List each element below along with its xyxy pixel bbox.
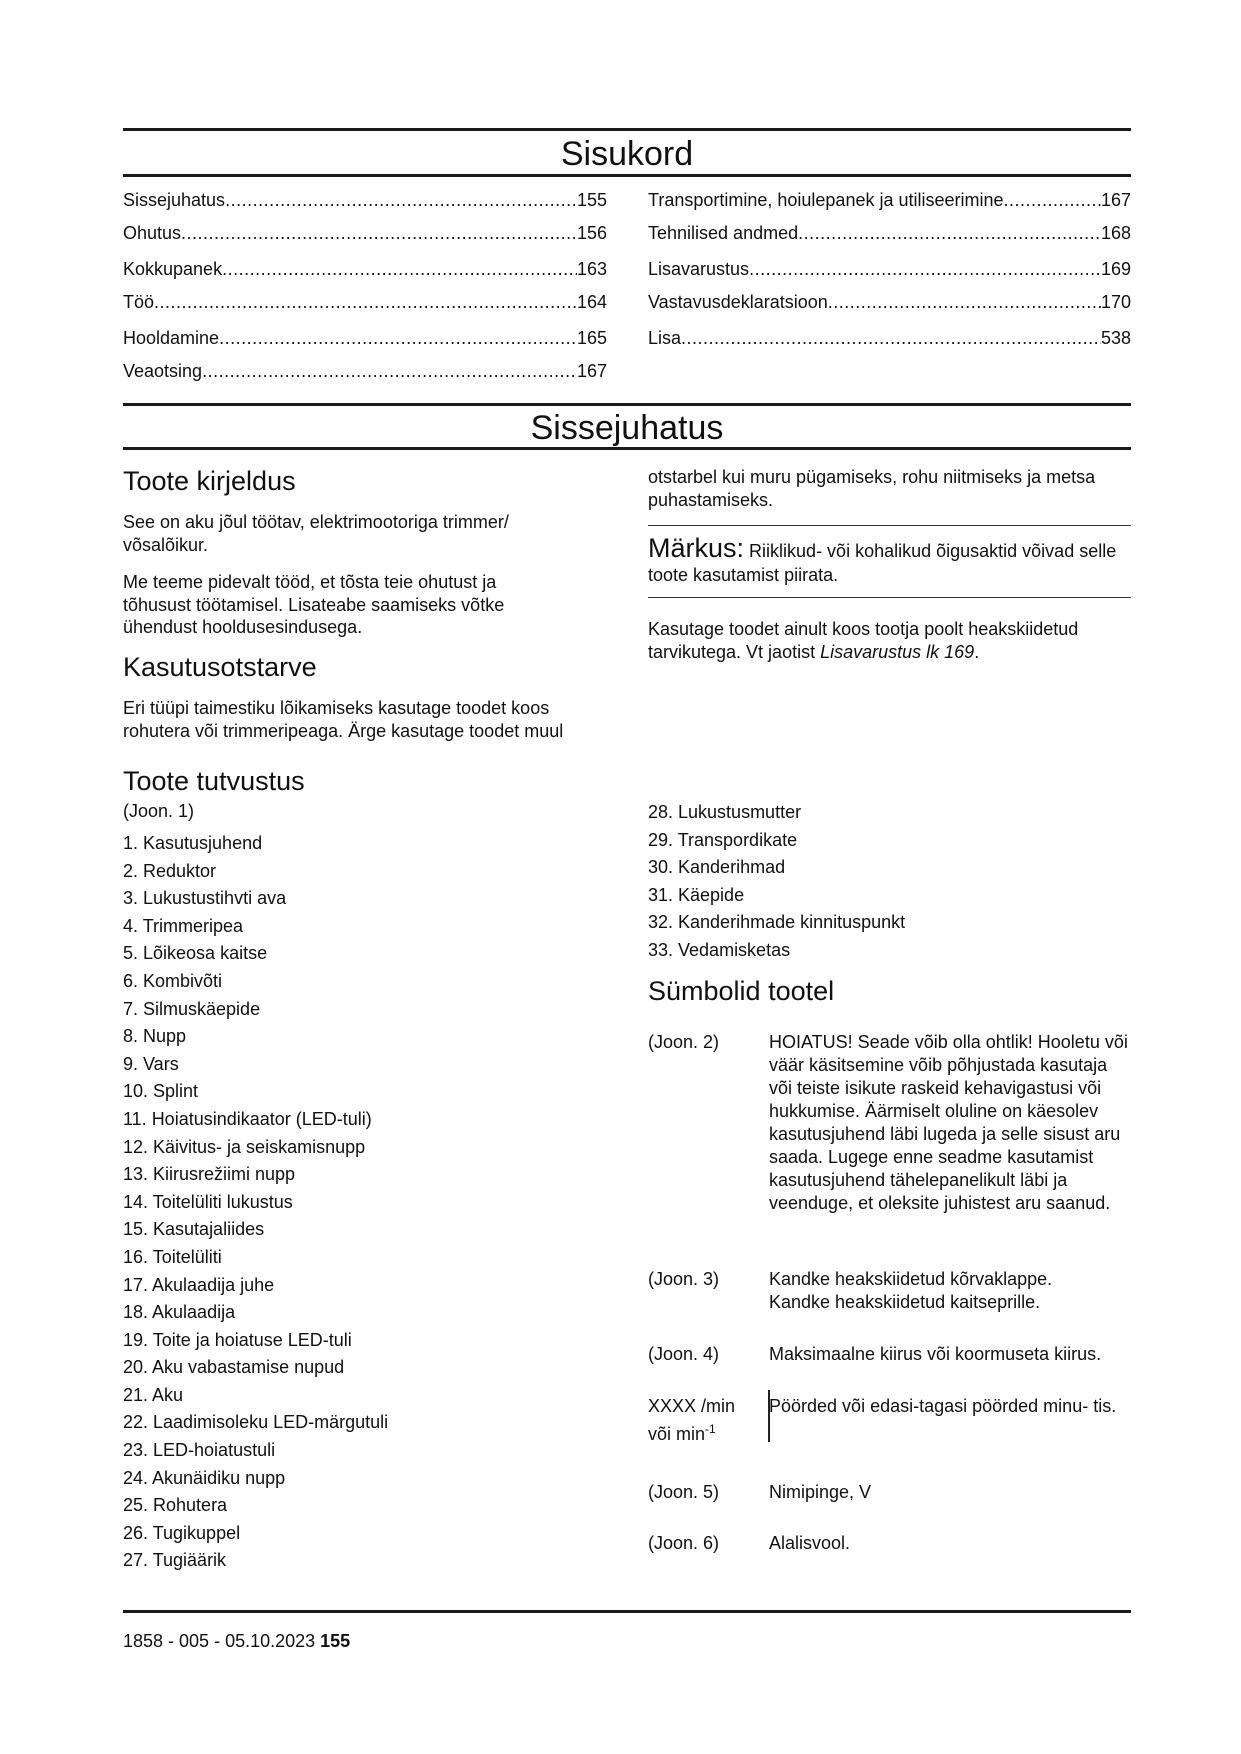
product-description-p2: Me teeme pidevalt tööd, et tõsta teie ohutust ja tõhusust töötamisel. Lisateabe saamiseks võtke ühendust hooldusesindusega. — [123, 572, 505, 637]
symbol-description: Nimipinge, V — [769, 1482, 872, 1502]
toc-entry[interactable] — [123, 189, 607, 211]
symbol-ref-line1: XXXX /min — [648, 1396, 736, 1416]
list-item: 33. Vedamisketas — [648, 939, 791, 960]
toc-leader — [181, 222, 577, 244]
symbol-ref-line2 — [648, 1418, 735, 1446]
product-overview-heading: Toote tutvustus — [123, 766, 305, 796]
toc-entry-label: Hooldamine — [123, 328, 220, 348]
list-item: 13. Kiirusrežiimi nupp — [123, 1164, 296, 1185]
list-item: 22. Laadimisoleku LED-märgutuli — [123, 1412, 389, 1433]
intro-title: Sissejuhatus — [530, 409, 724, 447]
list-item: 18. Akulaadija — [123, 1302, 236, 1323]
toc-title: Sisukord — [560, 135, 694, 173]
symbol-ref: (Joon. 2) — [648, 1032, 720, 1052]
symbol-ref-line2-text: või min — [648, 1424, 706, 1444]
product-description-heading: Toote kirjeldus — [123, 466, 296, 496]
list-item: 7. Silmuskäepide — [123, 998, 261, 1019]
accessories-text-end: . — [974, 641, 980, 662]
toc-entry[interactable] — [123, 258, 607, 280]
symbol-description: Kandke heakskiidetud kõrvaklappe. Kandke heakskiidetud kaitseprille. — [769, 1269, 1053, 1312]
list-item: 25. Rohutera — [123, 1495, 228, 1516]
intro-bottom-rule — [123, 447, 1131, 450]
list-item: 2. Reduktor — [123, 860, 217, 881]
list-item: 26. Tugikuppel — [123, 1522, 241, 1543]
symbol-ref: (Joon. 6) — [648, 1533, 720, 1553]
toc-leader — [798, 222, 1101, 244]
accessories-text-main: Kasutage toodet ainult koos tootja poolt heakskiidetud tarvikutega. Vt jaotist — [648, 619, 1079, 662]
toc-leader — [681, 327, 1101, 349]
toc-entry-page: 169 — [1100, 259, 1131, 279]
symbol-description: Pöörded või edasi-tagasi pöörded minu- tis. — [769, 1396, 1117, 1416]
toc-entry[interactable] — [648, 189, 1131, 211]
list-item: 27. Tugiäärik — [123, 1550, 227, 1571]
list-item: 28. Lukustusmutter — [648, 802, 802, 822]
toc-entry[interactable] — [648, 327, 1131, 349]
product-description-p1: See on aku jõul töötav, elektrimootoriga trimmer/ võsalõikur. — [123, 512, 509, 555]
toc-entry-label: Vastavusdeklaratsioon — [648, 292, 828, 312]
list-item: 16. Toitelüliti — [123, 1246, 222, 1267]
symbol-ref-superscript: -1 — [705, 1422, 716, 1436]
toc-entry-page: 168 — [1100, 223, 1131, 243]
symbol-ref: (Joon. 4) — [648, 1344, 720, 1364]
list-item: 19. Toite ja hoiatuse LED-tuli — [123, 1329, 352, 1350]
list-item: 6. Kombivõti — [123, 970, 223, 991]
list-item: 24. Akunäidiku nupp — [123, 1467, 286, 1488]
footer-page-number: 155 — [320, 1631, 351, 1651]
symbol-description: Maksimaalne kiirus või koormuseta kiirus. — [769, 1344, 1102, 1364]
list-item: 11. Hoiatusindikaator (LED-tuli) — [123, 1108, 372, 1129]
toc-entry-page: 538 — [1100, 328, 1131, 348]
toc-entry[interactable] — [648, 258, 1131, 280]
intro-top-rule — [123, 403, 1131, 406]
intended-use-p1: Eri tüüpi taimestiku lõikamiseks kasutage toodet koos rohutera või trimmeripeaga. Ärge kasutage toodet muul — [123, 698, 564, 741]
toc-entry-page: 170 — [1100, 292, 1131, 312]
toc-entry[interactable] — [648, 222, 1131, 244]
list-item: 3. Lukustustihvti ava — [123, 888, 287, 909]
list-item: 20. Aku vabastamise nupud — [123, 1357, 345, 1378]
list-item: 12. Käivitus- ja seiskamisnupp — [123, 1136, 366, 1157]
toc-leader — [225, 189, 577, 211]
toc-entry[interactable] — [123, 360, 607, 382]
toc-leader — [1004, 189, 1101, 211]
toc-leader — [749, 258, 1101, 280]
toc-leader — [154, 291, 577, 313]
toc-bottom-rule — [123, 174, 1131, 177]
toc-entry[interactable] — [123, 291, 607, 313]
list-item: 14. Toitelüliti lukustus — [123, 1191, 293, 1212]
toc-entry-page: 164 — [576, 292, 607, 312]
symbols-heading: Sümbolid tootel — [648, 976, 835, 1006]
toc-entry-page: 163 — [576, 259, 607, 279]
symbol-ref: (Joon. 5) — [648, 1482, 720, 1502]
intended-use-p1-continued: otstarbel kui muru pügamiseks, rohu niitmiseks ja metsa puhastamiseks. — [648, 467, 1096, 510]
note-text: Riiklikud- või kohalikud õigusaktid võivad selle toote kasutamist piirata. — [648, 541, 1117, 585]
component-list-right — [648, 799, 905, 965]
toc-entry-label: Lisavarustus — [648, 259, 750, 279]
list-item: 29. Transpordikate — [648, 829, 798, 850]
toc-entry-page: 155 — [576, 190, 607, 210]
toc-top-rule — [123, 128, 1131, 131]
toc-entry-page: 165 — [576, 328, 607, 348]
note-label: Märkus: — [648, 533, 745, 563]
list-item: 30. Kanderihmad — [648, 857, 786, 878]
accessories-link[interactable]: Lisavarustus lk 169 — [820, 641, 975, 662]
intended-use-heading: Kasutusotstarve — [123, 652, 317, 682]
component-list-left — [123, 830, 388, 1575]
toc-entry[interactable] — [648, 291, 1131, 313]
toc-leader — [828, 291, 1101, 313]
page-footer — [123, 1630, 350, 1652]
toc-entry[interactable] — [123, 222, 607, 244]
symbol-ref: (Joon. 3) — [648, 1269, 720, 1289]
accessories-text — [648, 618, 1131, 663]
toc-entry-page: 167 — [576, 361, 607, 381]
toc-entry-label: Tehnilised andmed — [648, 223, 799, 243]
toc-entry-label: Veaotsing — [123, 361, 203, 381]
toc-leader — [222, 258, 577, 280]
list-item: 4. Trimmeripea — [123, 915, 244, 936]
product-overview-ref: (Joon. 1) — [123, 801, 195, 821]
note — [648, 533, 1131, 587]
list-item: 31. Käepide — [648, 884, 745, 905]
footer-rule — [123, 1610, 1131, 1613]
list-item: 32. Kanderihmade kinnituspunkt — [648, 912, 906, 933]
toc-leader — [202, 360, 577, 382]
note-top-rule — [648, 525, 1131, 526]
symbol-description: HOIATUS! Seade võib olla ohtlik! Hooletu või väär käsitsemine võib põhjustada kasutaja või teiste isikute raskeid kehavigastusi või hukkumise. Äärmiselt oluline on käesolev kasutusjuhend läbi lugeda ja selle sisust aru saada. Lugege enne seadme kasutamist kasutusjuhend tähelepanelikult läbi ja veenduge, et oleksite juhistest aru saanud. — [769, 1032, 1128, 1213]
toc-entry-label: Ohutus — [123, 223, 182, 243]
list-item: 8. Nupp — [123, 1026, 187, 1047]
symbol-description: Alalisvool. — [769, 1533, 851, 1553]
list-item: 15. Kasutajaliides — [123, 1219, 265, 1240]
list-item: 10. Splint — [123, 1081, 199, 1102]
toc-entry-label: Töö — [123, 292, 155, 312]
list-item: 9. Vars — [123, 1053, 179, 1074]
list-item: 21. Aku — [123, 1384, 184, 1405]
toc-entry-label: Kokkupanek — [123, 259, 223, 279]
list-item: 5. Lõikeosa kaitse — [123, 943, 268, 964]
list-item: 23. LED-hoiatustuli — [123, 1440, 276, 1461]
list-item: 1. Kasutusjuhend — [123, 833, 263, 853]
footer-doc-id: 1858 - 005 - 05.10.2023 — [123, 1631, 321, 1651]
note-bottom-rule — [648, 597, 1131, 598]
toc-entry-page: 167 — [1100, 190, 1131, 210]
toc-leader — [219, 327, 577, 349]
toc-entry-label: Sissejuhatus — [123, 190, 226, 210]
toc-entry-page: 156 — [576, 223, 607, 243]
symbol-ref-rpm — [648, 1395, 735, 1446]
toc-entry-label: Lisa — [648, 328, 682, 348]
toc-entry-label: Transportimine, hoiulepanek ja utiliseerimine — [648, 190, 1004, 210]
toc-entry[interactable] — [123, 327, 607, 349]
list-item: 17. Akulaadija juhe — [123, 1274, 275, 1295]
